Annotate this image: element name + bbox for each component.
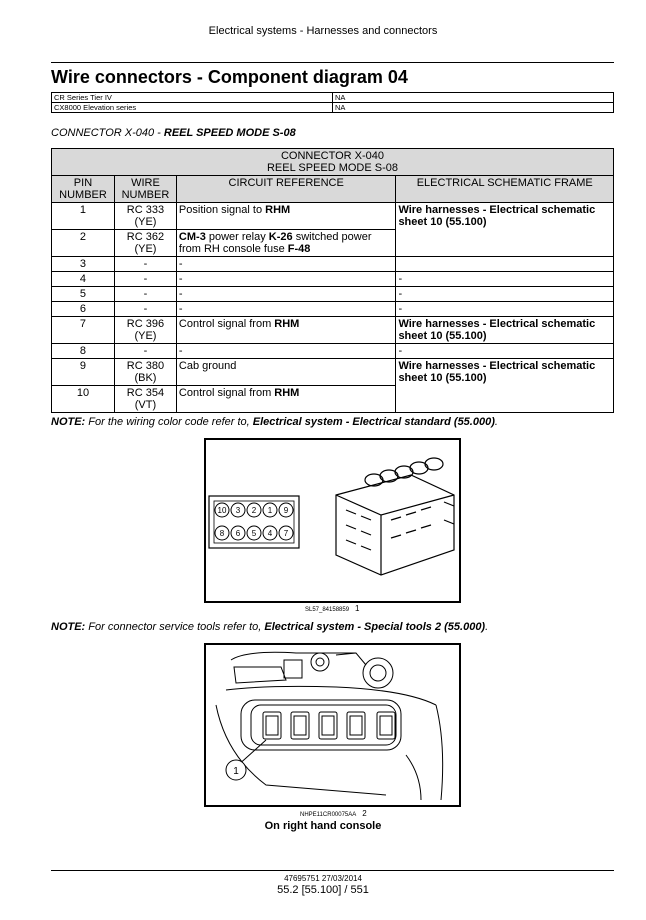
applicability-value: NA bbox=[333, 103, 614, 113]
table-row bbox=[52, 287, 614, 302]
note-label: NOTE: bbox=[51, 416, 86, 428]
figure2-number: 2 bbox=[362, 809, 367, 818]
wire-number: RC 362 (YE) bbox=[114, 230, 176, 257]
note-end: . bbox=[485, 621, 489, 633]
circuit-reference bbox=[176, 257, 396, 272]
console-figure bbox=[204, 643, 461, 807]
circuit-text: - bbox=[178, 345, 183, 357]
title-row bbox=[51, 62, 614, 88]
circuit-text: - bbox=[178, 288, 183, 300]
note-ref: Electrical system - Electrical standard (55.000) bbox=[252, 416, 495, 428]
table-row bbox=[52, 344, 614, 359]
col-header-circuit: CIRCUIT REFERENCE bbox=[176, 176, 396, 203]
table-title-line2: REEL SPEED MODE S-08 bbox=[266, 162, 399, 174]
schematic-frame bbox=[396, 359, 614, 413]
table-title-line1: CONNECTOR X-040 bbox=[280, 150, 385, 162]
circuit-text: Control signal from bbox=[178, 387, 275, 399]
note-wiring-color bbox=[51, 416, 498, 428]
circuit-reference bbox=[176, 386, 396, 413]
circuit-text: - bbox=[178, 273, 183, 285]
circuit-text: Position signal to bbox=[178, 204, 266, 216]
pin-label: 7 bbox=[283, 529, 289, 538]
circuit-reference bbox=[176, 230, 396, 257]
col-header-pin: PIN NUMBER bbox=[52, 176, 115, 203]
pin-label: 5 bbox=[251, 529, 257, 538]
circuit-text: CM-3 bbox=[178, 231, 206, 243]
note-text: For connector service tools refer to, bbox=[85, 621, 265, 633]
schematic-frame-text: - bbox=[398, 288, 403, 300]
pin-number: 6 bbox=[52, 302, 115, 317]
note-end: . bbox=[494, 416, 498, 428]
schematic-frame bbox=[396, 302, 614, 317]
pin-label: 9 bbox=[283, 506, 289, 515]
section-bold: REEL SPEED MODE S-08 bbox=[163, 127, 296, 139]
pin-label: 4 bbox=[267, 529, 273, 538]
note-label: NOTE: bbox=[51, 621, 86, 633]
pin-number: 5 bbox=[52, 287, 115, 302]
circuit-text: switched power from RH console fuse bbox=[178, 231, 372, 255]
pin-number: 2 bbox=[52, 230, 115, 257]
circuit-text: Control signal from bbox=[178, 318, 275, 330]
schematic-frame bbox=[396, 272, 614, 287]
table-row bbox=[52, 203, 614, 230]
schematic-frame-text: - bbox=[398, 303, 403, 315]
pin-number: 1 bbox=[52, 203, 115, 230]
wire-number: RC 380 (BK) bbox=[114, 359, 176, 386]
table-row bbox=[52, 257, 614, 272]
section-prefix: CONNECTOR X-040 - bbox=[51, 127, 164, 139]
applicability-row bbox=[52, 103, 614, 113]
applicability-model: CX8000 Elevation series bbox=[52, 103, 333, 113]
wire-number: RC 396 (YE) bbox=[114, 317, 176, 344]
pin-number: 4 bbox=[52, 272, 115, 287]
schematic-frame bbox=[396, 317, 614, 344]
pin-number: 10 bbox=[52, 386, 115, 413]
figure1-number: 1 bbox=[355, 604, 360, 613]
pin-label: 3 bbox=[235, 506, 241, 515]
pin-label: 6 bbox=[235, 529, 241, 538]
circuit-reference bbox=[176, 272, 396, 287]
footer-doc: 47695751 27/03/2014 bbox=[284, 874, 362, 883]
schematic-frame bbox=[396, 287, 614, 302]
pin-number: 8 bbox=[52, 344, 115, 359]
schematic-frame bbox=[396, 257, 614, 272]
schematic-frame-text: Wire harnesses - Electrical schematic sheet 10 (55.100) bbox=[398, 204, 596, 228]
figure1-caption bbox=[305, 604, 360, 613]
pin-label: 1 bbox=[267, 506, 273, 515]
schematic-frame-text: - bbox=[398, 345, 403, 357]
schematic-frame-text: Wire harnesses - Electrical schematic sheet 10 (55.100) bbox=[398, 360, 596, 384]
footer-page: 55.2 [55.100] / 551 bbox=[277, 884, 369, 896]
wire-number: - bbox=[114, 302, 176, 317]
figure2-code: NHPE11CR00075AA bbox=[300, 812, 357, 818]
circuit-reference bbox=[176, 287, 396, 302]
page-header: Electrical systems - Harnesses and connectors bbox=[208, 25, 438, 37]
schematic-frame bbox=[396, 203, 614, 257]
table-row bbox=[52, 359, 614, 386]
pin-row-bottom bbox=[215, 526, 293, 540]
note-ref: Electrical system - Special tools 2 (55.000) bbox=[264, 621, 486, 633]
applicability-model: CR Series Tier IV bbox=[52, 93, 333, 103]
circuit-reference bbox=[176, 344, 396, 359]
table-title bbox=[52, 149, 614, 176]
pin-number: 7 bbox=[52, 317, 115, 344]
circuit-component: RHM bbox=[274, 387, 300, 399]
col-header-wire: WIRE NUMBER bbox=[114, 176, 176, 203]
wire-number: RC 333 (YE) bbox=[114, 203, 176, 230]
pin-label: 8 bbox=[219, 529, 225, 538]
callout-number: 1 bbox=[233, 766, 239, 777]
applicability-row bbox=[52, 93, 614, 103]
circuit-component: RHM bbox=[265, 204, 291, 216]
note-service-tools bbox=[51, 621, 488, 633]
circuit-text: power relay bbox=[205, 231, 269, 243]
pin-number: 9 bbox=[52, 359, 115, 386]
table-row bbox=[52, 302, 614, 317]
schematic-frame bbox=[396, 344, 614, 359]
footer-rule bbox=[51, 870, 614, 871]
pin-label: 2 bbox=[251, 506, 257, 515]
circuit-reference bbox=[176, 203, 396, 230]
figure2-caption bbox=[300, 809, 367, 818]
wire-number: - bbox=[114, 272, 176, 287]
note-text: For the wiring color code refer to, bbox=[85, 416, 253, 428]
table-row bbox=[52, 317, 614, 344]
wire-number: RC 354 (VT) bbox=[114, 386, 176, 413]
table-row bbox=[52, 272, 614, 287]
circuit-text: - bbox=[178, 303, 183, 315]
wire-number: - bbox=[114, 257, 176, 272]
connector-table bbox=[51, 148, 614, 413]
schematic-frame-text: - bbox=[398, 273, 403, 285]
pin-row-top bbox=[215, 503, 293, 517]
wire-number: - bbox=[114, 287, 176, 302]
circuit-text: Cab ground bbox=[178, 360, 237, 372]
circuit-component: RHM bbox=[274, 318, 300, 330]
circuit-text: K-26 bbox=[268, 231, 293, 243]
pin-number: 3 bbox=[52, 257, 115, 272]
circuit-text: - bbox=[178, 258, 183, 270]
connector-housing-3d bbox=[336, 458, 454, 575]
table-body bbox=[52, 203, 614, 413]
pin-label: 10 bbox=[217, 506, 227, 515]
wire-number: - bbox=[114, 344, 176, 359]
section-heading bbox=[51, 127, 296, 139]
circuit-text: F-48 bbox=[287, 243, 311, 255]
page-title: Wire connectors - Component diagram 04 bbox=[51, 67, 408, 87]
col-header-frame: ELECTRICAL SCHEMATIC FRAME bbox=[396, 176, 614, 203]
circuit-reference bbox=[176, 359, 396, 386]
figure2-title: On right hand console bbox=[264, 820, 382, 832]
figure1-code: SL57_84158859 bbox=[305, 607, 350, 613]
applicability-table bbox=[51, 92, 614, 113]
applicability-value: NA bbox=[333, 93, 614, 103]
circuit-reference bbox=[176, 302, 396, 317]
circuit-reference bbox=[176, 317, 396, 344]
connector-figure bbox=[204, 438, 461, 603]
connector-illustration bbox=[206, 440, 459, 601]
schematic-frame-text: Wire harnesses - Electrical schematic sheet 10 (55.100) bbox=[398, 318, 596, 342]
console-illustration bbox=[206, 645, 459, 805]
